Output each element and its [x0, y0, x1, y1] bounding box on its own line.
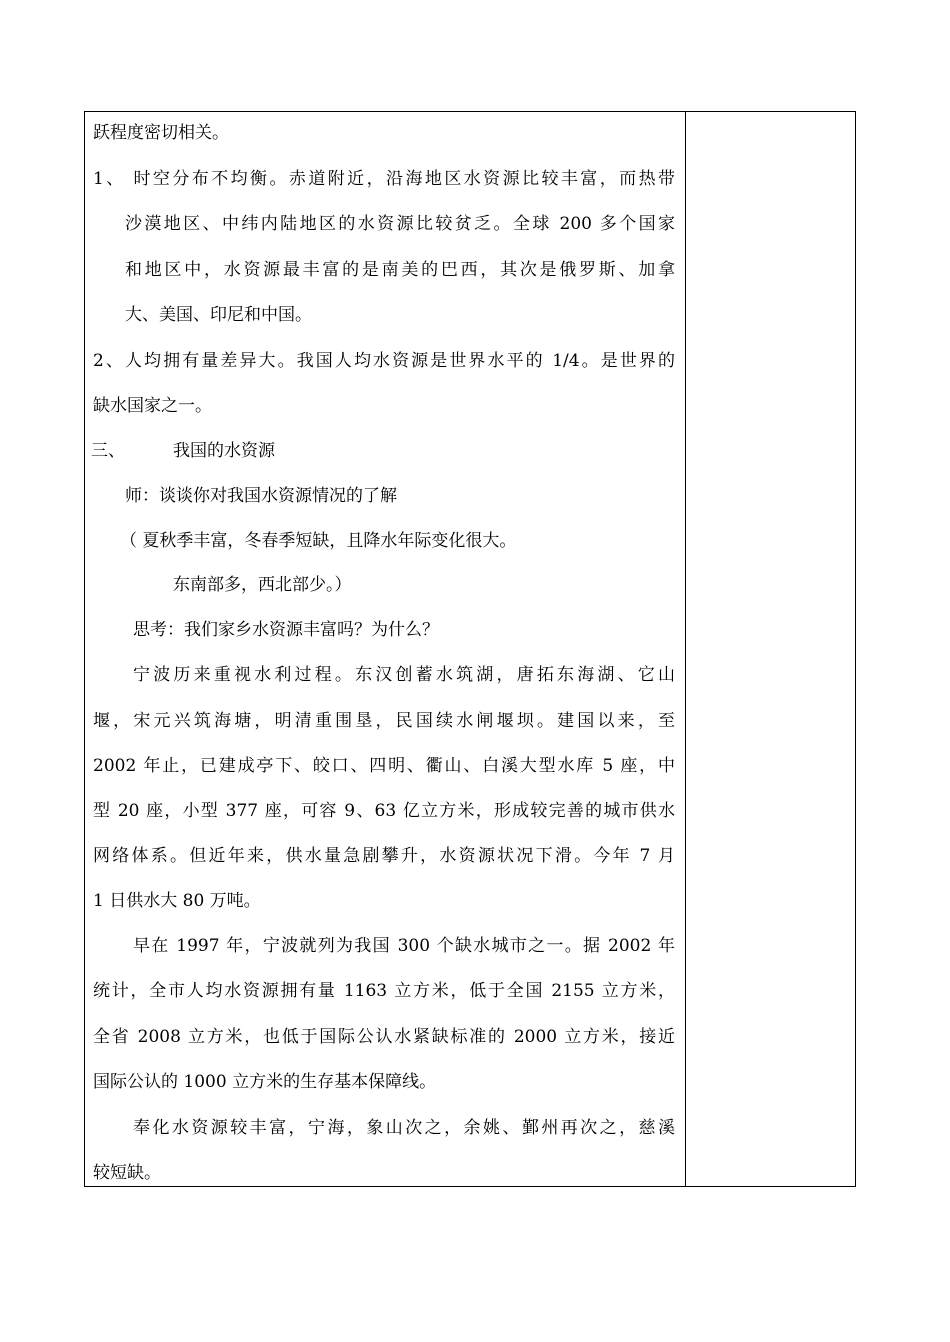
text-line: 奉化水资源较丰富，宁海，象山次之，余姚、鄞州再次之，慈溪 [133, 1118, 675, 1138]
text-line: 1 日供水大 80 万吨。 [93, 891, 261, 911]
text-line: 型 20 座，小型 377 座，可容 9、63 亿立方米，形成较完善的城市供水 [93, 801, 675, 821]
text-line: 宁波历来重视水利过程。东汉创蓄水筑湖，唐拓东海湖、它山 [133, 665, 675, 685]
text-line: 跃程度密切相关。 [93, 123, 229, 143]
text-line: （ 夏秋季丰富，冬春季短缺，且降水年际变化很大。 [120, 531, 517, 551]
lesson-content-cell [85, 112, 685, 1186]
text-line: 2、人均拥有量差异大。我国人均水资源是世界水平的 1/4。是世界的 [93, 351, 675, 371]
text-line: 统计，全市人均水资源拥有量 1163 立方米，低于全国 2155 立方米， [93, 981, 675, 1001]
lesson-table [84, 111, 856, 1187]
text-line: 全省 2008 立方米，也低于国际公认水紧缺标准的 2000 立方米，接近 [93, 1027, 675, 1047]
section-heading: 我国的水资源 [173, 441, 275, 461]
text-line: 思考：我们家乡水资源丰富吗？为什么？ [133, 620, 439, 640]
text-line: 较短缺。 [93, 1163, 161, 1183]
section-number: 三、 [91, 441, 125, 461]
text-line: 国际公认的 1000 立方米的生存基本保障线。 [93, 1072, 437, 1092]
text-line: 沙漠地区、中纬内陆地区的水资源比较贫乏。全球 200 多个国家 [125, 214, 675, 234]
notes-cell [686, 112, 855, 1186]
text-line: 2002 年止，已建成亭下、皎口、四明、衢山、白溪大型水库 5 座，中 [93, 756, 675, 776]
text-line: 早在 1997 年，宁波就列为我国 300 个缺水城市之一。据 2002 年 [133, 936, 675, 956]
text-line: 东南部多，西北部少。） [173, 575, 352, 595]
text-line: 1、 时空分布不均衡。赤道附近，沿海地区水资源比较丰富，而热带 [93, 169, 675, 189]
text-line: 堰，宋元兴筑海塘，明清重围垦，民国续水闸堰坝。建国以来，至 [93, 711, 675, 731]
text-line: 网络体系。但近年来，供水量急剧攀升，水资源状况下滑。今年 7 月 [93, 846, 675, 866]
text-line: 大、美国、印尼和中国。 [125, 305, 312, 325]
text-line: 师：谈谈你对我国水资源情况的了解 [125, 486, 397, 506]
text-line: 缺水国家之一。 [93, 396, 212, 416]
text-line: 和地区中，水资源最丰富的是南美的巴西，其次是俄罗斯、加拿 [125, 260, 675, 280]
